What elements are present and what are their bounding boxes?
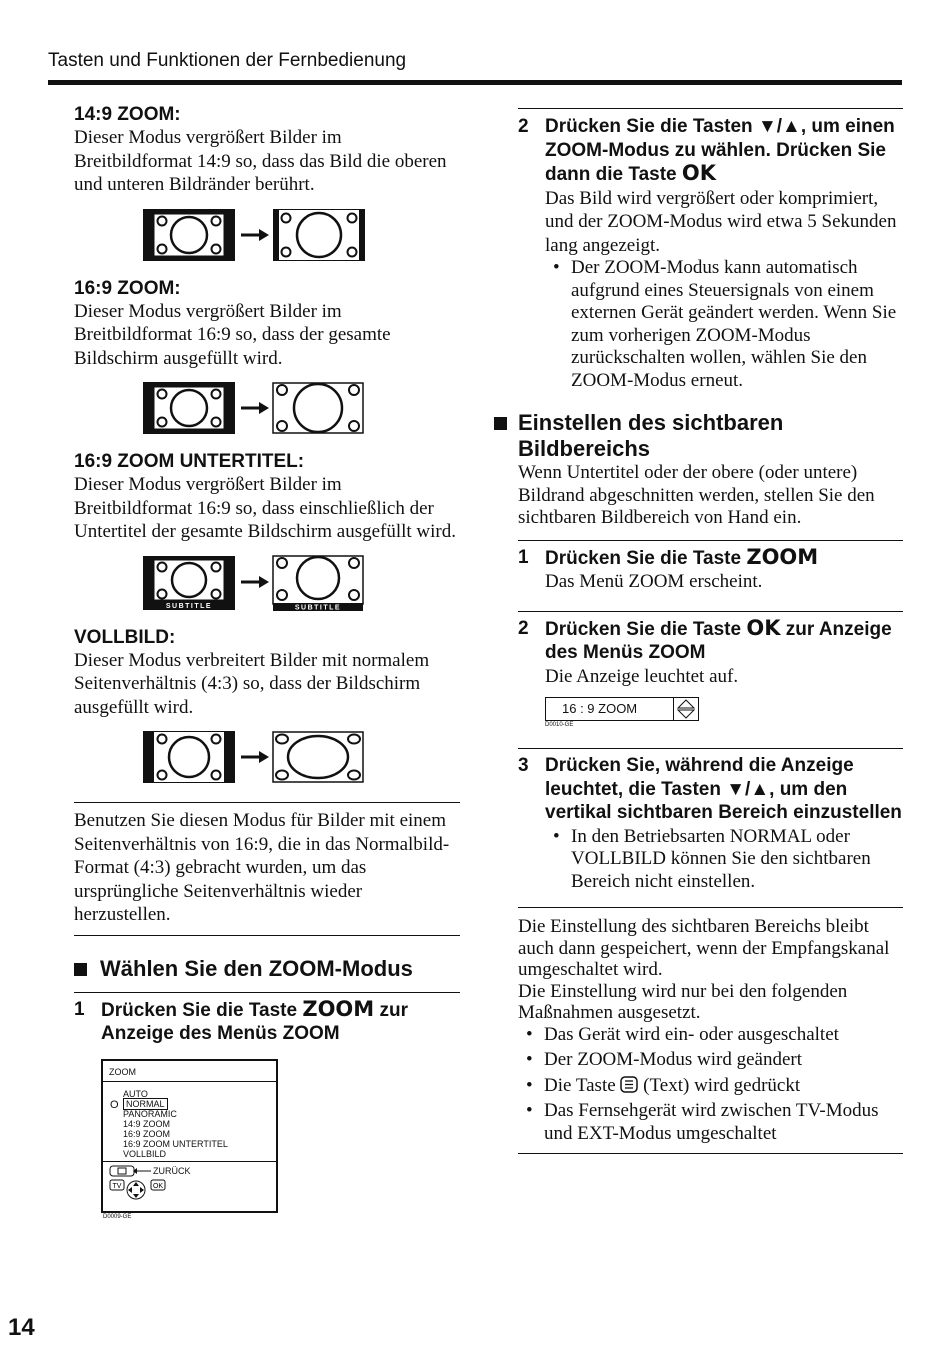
mode-text-vollbild: Dieser Modus verbreitert Bilder mit normalem Seitenverhältnis (4:3) so, dass der Bildschirm ausgefüllt wird. xyxy=(74,649,430,718)
right-column xyxy=(518,108,903,1154)
s2-text: Die Anzeige leuchtet auf. xyxy=(545,665,739,687)
right-step-1: 1 Drücken Sie die Taste ZOOM Das Menü ZOOM erscheint. xyxy=(518,546,903,594)
s1-text: Das Menü ZOOM erscheint. xyxy=(545,571,763,592)
right-step-3: 3 Drücken Sie, während die Anzeige leuchtet, die Tasten ▼/▲, um den vertikal sichtbaren Bereich einzustellen • In den Betriebsarten NORMAL oder VOLLBILD können Sie den sichtbaren Bereich nicht einstellen. xyxy=(518,754,903,893)
rule-s2 xyxy=(518,611,903,612)
section-square-icon xyxy=(74,963,87,976)
step2-text: Das Bild wird vergrößert oder komprimiert, und der ZOOM-Modus wird etwa 5 Sekunden lang angezeigt. xyxy=(545,187,897,256)
section-text-visible-area: Wenn Untertitel oder der obere (oder untere) Bildrand abgeschnitten werden, stellen Sie den sichtbaren Bildbereich von Hand ein. xyxy=(518,462,875,528)
mode-text-169-subtitle: Dieser Modus vergrößert Bilder im Breitbildformat 16:9 so, dass einschließlich der Untertitel der gesamte Bildschirm ausgefüllt wird. xyxy=(74,474,457,542)
ok-button-label: OK xyxy=(152,1182,164,1190)
rule-s3 xyxy=(518,748,903,749)
menu-item-normal-selected: NORMAL xyxy=(123,1098,168,1110)
vollbild-illustration xyxy=(142,729,460,792)
figure-code-d0010: D0010-GE xyxy=(545,722,574,728)
section-square-icon xyxy=(494,417,507,430)
note-bullet-2: • Der ZOOM-Modus wird geändert xyxy=(518,1049,903,1072)
section-title-visible-area: Einstellen des sichtbaren Bildbereichs xyxy=(494,410,903,462)
menu-item-169-subtitle: 16:9 ZOOM UNTERTITEL xyxy=(123,1138,228,1149)
zoom-menu-screen xyxy=(101,1059,278,1213)
back-label: ZURÜCK xyxy=(153,1165,191,1176)
menu-item-panoramic: PANORAMIC xyxy=(123,1108,177,1119)
s3-bullet: • In den Betriebsarten NORMAL oder VOLLBILD können Sie den sichtbaren Bereich nicht einstellen. xyxy=(545,826,903,894)
figure-code-d0009: D0009-GE xyxy=(103,1213,132,1220)
subtitle-label-left: SUBTITLE xyxy=(165,602,213,610)
mode-title-149: 14:9 ZOOM: xyxy=(74,104,181,125)
left-note: Benutzen Sie diesen Modus für Bilder mit einem Seitenverhältnis von 16:9, die in das Normalbild-Format (4:3) gebracht wurden, um das ursprüngliche Seitenverhältnis wieder herzustellen. xyxy=(74,810,450,925)
section-title-zoom-mode: Wählen Sie den ZOOM-Modus xyxy=(74,956,460,982)
right-top-rule xyxy=(518,108,903,109)
note-bullet-4: • Das Fernsehgerät wird zwischen TV-Modus und EXT-Modus umgeschaltet xyxy=(518,1100,903,1145)
menu-item-169: 16:9 ZOOM xyxy=(123,1128,171,1139)
text-button-icon xyxy=(620,1076,638,1093)
menu-item-vollbild: VOLLBILD xyxy=(123,1148,167,1159)
mode-text-169: Dieser Modus vergrößert Bilder im Breitbildformat 16:9 so, dass der gesamte Bildschirm ausgefüllt wird. xyxy=(74,300,391,369)
left-step-1: 1 Drücken Sie die Taste ZOOM zur Anzeige des Menüs ZOOM xyxy=(74,996,408,1044)
note-bottom-rule xyxy=(74,935,460,936)
section-rule xyxy=(74,992,460,993)
zoom-149-illustration xyxy=(142,207,460,270)
ok-key-label: OK xyxy=(681,161,717,185)
page-header xyxy=(48,48,902,85)
right-step-2-zoom: 2 Drücken Sie die Tasten ▼/▲, um einen ZOOM-Modus zu wählen. Drücken Sie dann die Taste OK Das Bild wird vergrößert oder komprimiert, und der ZOOM-Modus wird etwa 5 Sekunden lang angezeigt. • Der ZOOM-Modus kann automatisch aufgrund eines Steuersignals von einem externen Gerät geändert werden. Wenn Sie zum vorherigen ZOOM-Modus zurückschalten wollen, wählen Sie den ZOOM-Modus erneut. xyxy=(518,115,903,392)
page-number: 14 xyxy=(8,1314,35,1341)
note-line-2: Die Einstellung wird nur bei den folgenden Maßnahmen ausgesetzt. xyxy=(518,980,848,1023)
zoom-menu-title: ZOOM xyxy=(109,1066,136,1077)
note-bullet-3: • Die Taste (Text) wird gedrückt xyxy=(518,1075,903,1098)
header-title: Tasten und Funktionen der Fernbedienung xyxy=(48,50,407,71)
right-note xyxy=(518,908,903,1145)
ok-key-label: OK xyxy=(746,615,781,640)
mode-title-169-subtitle: 16:9 ZOOM UNTERTITEL: xyxy=(74,451,305,472)
zoom-key-label: ZOOM xyxy=(302,996,375,1021)
rule-s1 xyxy=(518,540,903,541)
zoom-key-label: ZOOM xyxy=(746,544,819,569)
note-bullet-1: • Das Gerät wird ein- oder ausgeschaltet xyxy=(518,1024,903,1047)
right-step-2-menu: 2 Drücken Sie die Taste OK zur Anzeige des Menüs ZOOM Die Anzeige leuchtet auf. 16 : 9 ZOOM D0010-GE xyxy=(518,617,903,729)
mode-text-149: Dieser Modus vergrößert Bilder im Breitbildformat 14:9 so, dass das Bild die oberen und unteren Bildränder berührt. xyxy=(74,127,447,195)
rule-note-bottom xyxy=(518,1153,903,1154)
zoom-menu-list xyxy=(123,1089,228,1159)
subtitle-label-right: SUBTITLE xyxy=(294,604,342,611)
menu-item-149: 14:9 ZOOM xyxy=(123,1118,171,1129)
mode-title-vollbild: VOLLBILD: xyxy=(74,626,176,648)
selection-circle-icon: O xyxy=(110,1098,119,1111)
menu-item-auto: AUTO xyxy=(123,1088,148,1099)
left-column xyxy=(74,104,460,1220)
up-down-arrows-icon xyxy=(675,699,697,719)
zoom-display-text: 16 : 9 ZOOM xyxy=(562,701,638,716)
note-line-1: Die Einstellung des sichtbaren Bereichs bleibt auch dann gespeichert, wenn der Empfangskanal umgeschaltet wird. xyxy=(518,916,890,980)
tv-button-label: TV xyxy=(112,1182,122,1190)
zoom-169-illustration xyxy=(142,380,460,443)
zoom-display-indicator xyxy=(545,697,699,721)
zoom-subtitle-illustration xyxy=(142,554,460,619)
mode-title-169: 16:9 ZOOM: xyxy=(74,277,181,299)
step2-bullet: • Der ZOOM-Modus kann automatisch aufgrund eines Steuersignals von einem externen Gerät geändert werden. Wenn Sie zum vorherigen ZOOM-Modus zurückschalten wollen, wählen Sie den ZOOM-Modus erneut. xyxy=(545,257,903,392)
